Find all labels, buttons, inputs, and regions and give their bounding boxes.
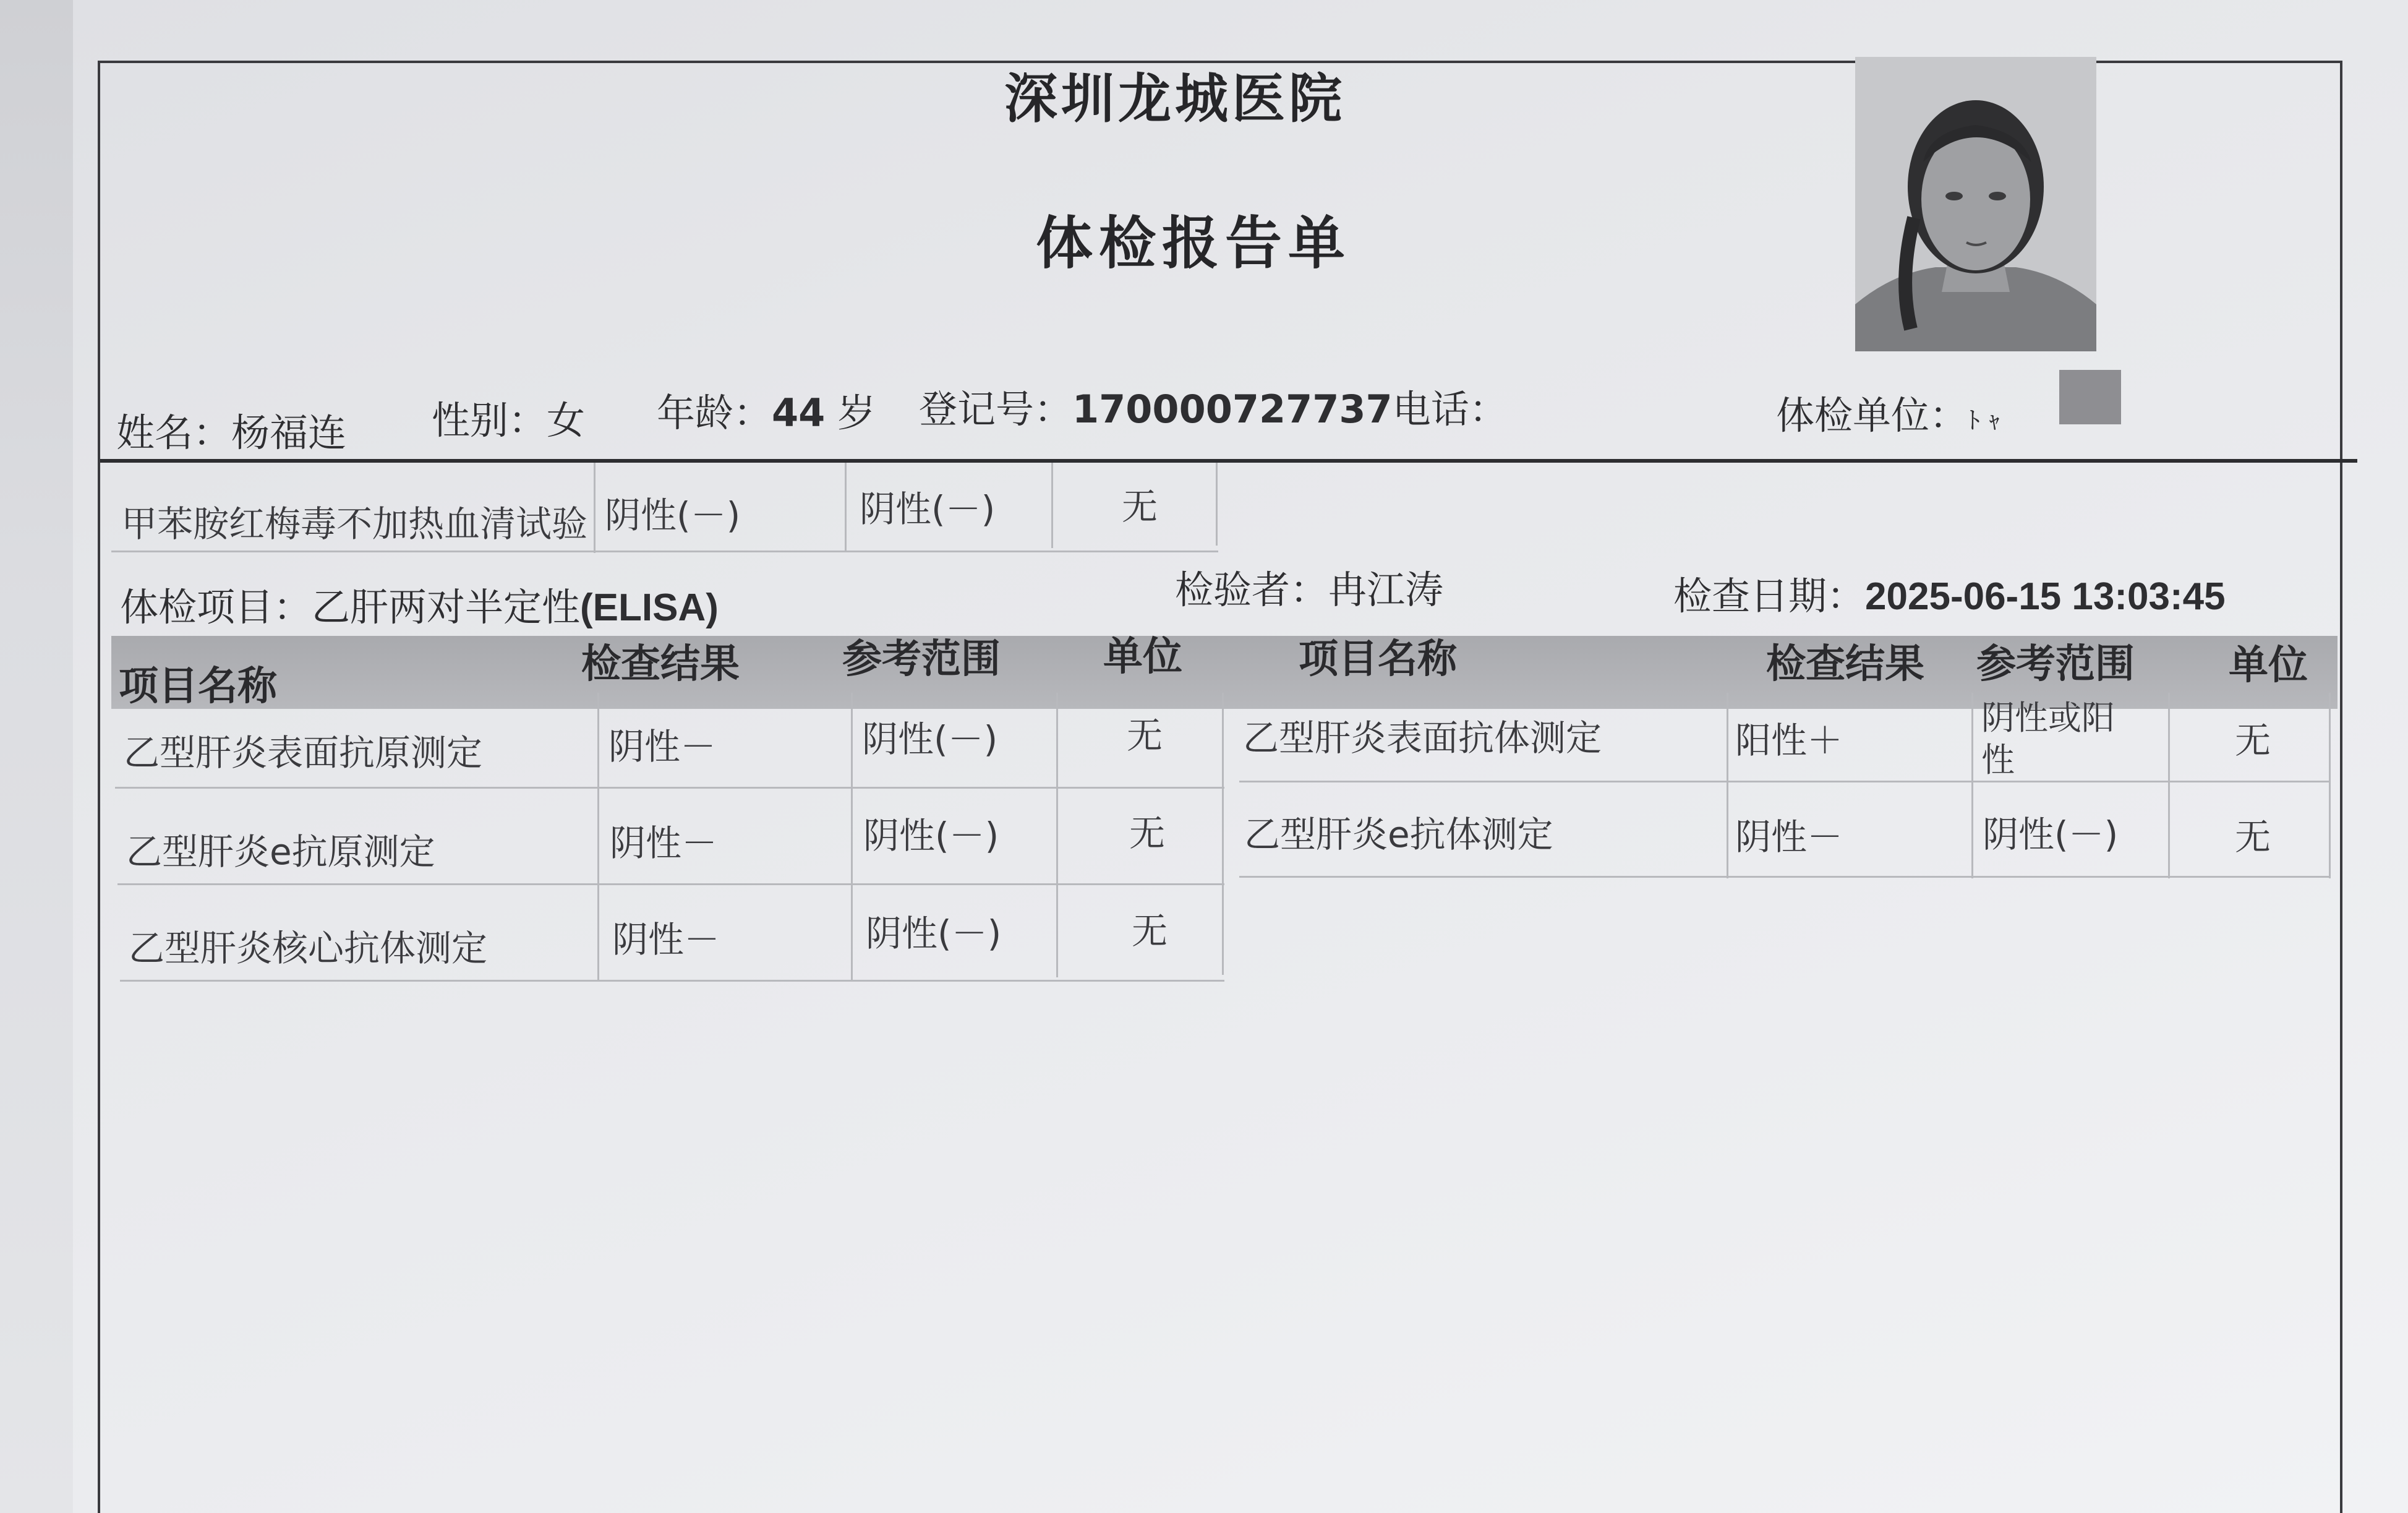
right-row-2-unit: 无 xyxy=(2235,816,2271,858)
left-row-1-name: 乙型肝炎表面抗原测定 xyxy=(124,732,483,774)
grid-line xyxy=(851,693,853,980)
exam-item-label: 体检项目： xyxy=(120,585,312,630)
grid-line xyxy=(120,980,1224,982)
patient-age-field xyxy=(657,382,876,437)
registration-field xyxy=(919,379,1508,434)
age-label: 年龄： xyxy=(657,390,772,435)
name-label: 姓名： xyxy=(116,410,232,455)
syphilis-test-unit: 无 xyxy=(1122,486,1158,528)
reg-label: 登记号： xyxy=(919,387,1073,432)
header-unit: 单位 xyxy=(1103,634,1182,680)
right-row-1-result: 阳性＋ xyxy=(1735,719,1843,761)
unit-value: ﾄ ｬ xyxy=(1968,406,2000,435)
exam-item-line xyxy=(120,576,719,632)
sex-label: 性别： xyxy=(432,398,547,443)
left-row-1-unit: 无 xyxy=(1127,714,1163,756)
patient-age: 44 xyxy=(772,390,826,435)
patient-sex-field xyxy=(432,390,585,445)
syphilis-test-result: 阴性(－) xyxy=(605,494,741,536)
header-item-name-2: 项目名称 xyxy=(1299,636,1457,682)
header-unit-2: 单位 xyxy=(2229,643,2308,688)
header-reference: 参考范围 xyxy=(842,636,1001,682)
report-title: 体检报告单 xyxy=(1035,210,1351,276)
left-row-3-name: 乙型肝炎核心抗体测定 xyxy=(129,927,488,969)
redaction-block xyxy=(2059,370,2121,424)
left-row-2-name: 乙型肝炎e抗原测定 xyxy=(126,831,435,873)
grid-line xyxy=(117,883,1224,885)
grid-line xyxy=(1971,693,1973,878)
examiner-name: 冉江涛 xyxy=(1328,567,1444,612)
phone-label: 电话： xyxy=(1392,387,1508,432)
exam-item-method: (ELISA) xyxy=(580,586,719,629)
right-row-1-reference-line2: 性 xyxy=(1981,740,2015,779)
left-row-1-reference: 阴性(－) xyxy=(862,718,998,760)
left-row-2-reference: 阴性(－) xyxy=(863,815,999,857)
grid-line xyxy=(594,463,596,553)
grid-line xyxy=(1216,463,1218,546)
left-row-1-result: 阴性－ xyxy=(608,726,717,768)
grid-line xyxy=(1222,693,1224,975)
syphilis-test-name: 甲苯胺红梅毒不加热血清试验 xyxy=(121,503,588,545)
grid-line xyxy=(1239,876,2329,878)
left-row-3-unit: 无 xyxy=(1132,910,1168,952)
grid-line xyxy=(2168,693,2170,878)
grid-line xyxy=(1239,781,2329,782)
grid-line xyxy=(1051,463,1053,548)
right-row-1-reference-line1: 阴性或阳 xyxy=(1981,698,2115,737)
patient-portrait-icon xyxy=(1855,57,2096,351)
exam-date: 2025-06-15 13:03:45 xyxy=(1865,575,2226,618)
header-reference-2: 参考范围 xyxy=(1976,641,2135,687)
header-result: 检查结果 xyxy=(581,641,740,687)
patient-sex: 女 xyxy=(547,398,586,443)
patient-name: 杨福连 xyxy=(231,410,347,455)
grid-line xyxy=(1727,693,1728,878)
age-unit: 岁 xyxy=(837,390,876,435)
patient-name-field xyxy=(116,402,346,457)
grid-line xyxy=(2329,693,2331,878)
header-item-name: 项目名称 xyxy=(119,664,277,709)
grid-line xyxy=(845,463,847,551)
unit-label: 体检单位： xyxy=(1776,393,1968,438)
grid-line xyxy=(1056,693,1058,977)
right-row-2-result: 阴性－ xyxy=(1735,816,1843,858)
left-row-3-reference: 阴性(－) xyxy=(866,912,1002,954)
left-row-2-result: 阴性－ xyxy=(610,822,718,864)
exam-item-value: 乙肝两对半定性 xyxy=(312,585,581,630)
left-row-3-result: 阴性－ xyxy=(612,919,720,961)
syphilis-test-reference: 阴性(－) xyxy=(860,488,996,530)
header-result-2: 检查结果 xyxy=(1766,641,1924,687)
left-row-2-unit: 无 xyxy=(1129,812,1166,854)
examiner-label: 检验者： xyxy=(1175,567,1329,612)
patient-photo xyxy=(1855,57,2096,351)
right-row-1-unit: 无 xyxy=(2235,719,2271,761)
exam-date-line xyxy=(1673,565,2226,620)
grid-line xyxy=(115,787,1224,789)
grid-line xyxy=(597,693,599,980)
header-divider xyxy=(100,459,2357,463)
hospital-name: 深圳龙城医院 xyxy=(1004,68,1346,130)
exam-date-label: 检查日期： xyxy=(1673,573,1866,619)
right-row-1-name: 乙型肝炎表面抗体测定 xyxy=(1243,717,1602,759)
exam-unit-field xyxy=(1776,385,2000,440)
right-row-2-name: 乙型肝炎e抗体测定 xyxy=(1244,813,1553,855)
examiner-line xyxy=(1175,559,1443,614)
reg-number: 170000727737 xyxy=(1072,387,1393,432)
grid-line xyxy=(111,551,1218,552)
right-row-2-reference: 阴性(－) xyxy=(1983,813,2119,855)
